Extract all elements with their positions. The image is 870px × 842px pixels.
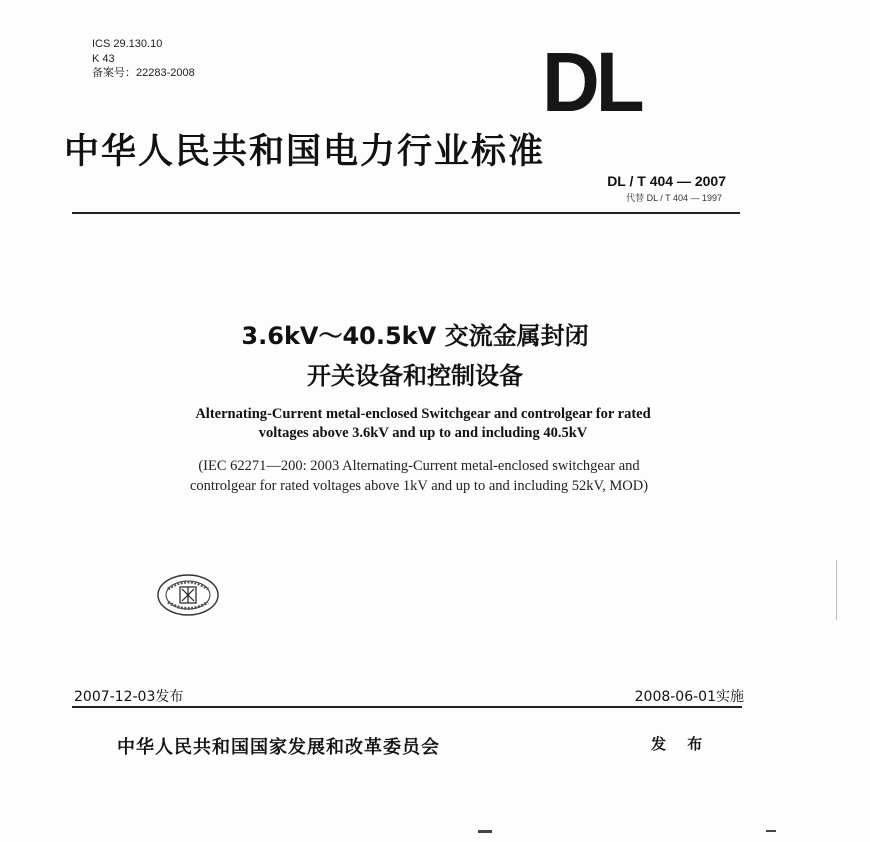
publisher-seal-icon	[156, 573, 220, 617]
implementation-date: 2008-06-01实施	[634, 689, 744, 705]
scan-speck	[478, 830, 492, 833]
issue-label: 发 布	[651, 735, 711, 753]
english-title-line-1: Alternating-Current metal-enclosed Switchgear and controlgear for rated	[195, 406, 651, 422]
standard-number	[607, 173, 726, 189]
publish-date: 2007-12-03发布	[74, 689, 184, 705]
iec-reference-line-2: controlgear for rated voltages above 1kV and up to and including 52kV, MOD)	[189, 478, 649, 494]
chinese-title-line-2: 开关设备和控制设备	[307, 362, 523, 390]
chinese-title-line-1: 3.6kV～40.5kV 交流金属封闭	[241, 322, 589, 350]
classification-code: K 43	[92, 53, 115, 65]
scan-speck	[836, 560, 837, 620]
dl-logo: DL	[542, 35, 641, 129]
record-number: 备案号：22283-2008	[92, 67, 195, 79]
iec-reference-line-1: (IEC 62271—200: 2003 Alternating-Current metal-enclosed switchgear and	[198, 458, 640, 474]
scan-speck	[766, 830, 776, 832]
issuing-authority: 中华人民共和国国家发展和改革委员会	[117, 737, 440, 758]
replaces-standard: 代替 DL / T 404 — 1997	[626, 193, 722, 203]
ics-code: ICS 29.130.10	[92, 38, 163, 50]
organization-title: 中华人民共和国电力行业标准	[64, 132, 546, 172]
header-divider	[72, 212, 740, 214]
footer-divider	[72, 706, 742, 708]
standard-number-text: DL / T 404 — 2007	[607, 173, 726, 189]
english-title-line-2: voltages above 3.6kV and up to and including 40.5kV	[258, 425, 588, 441]
